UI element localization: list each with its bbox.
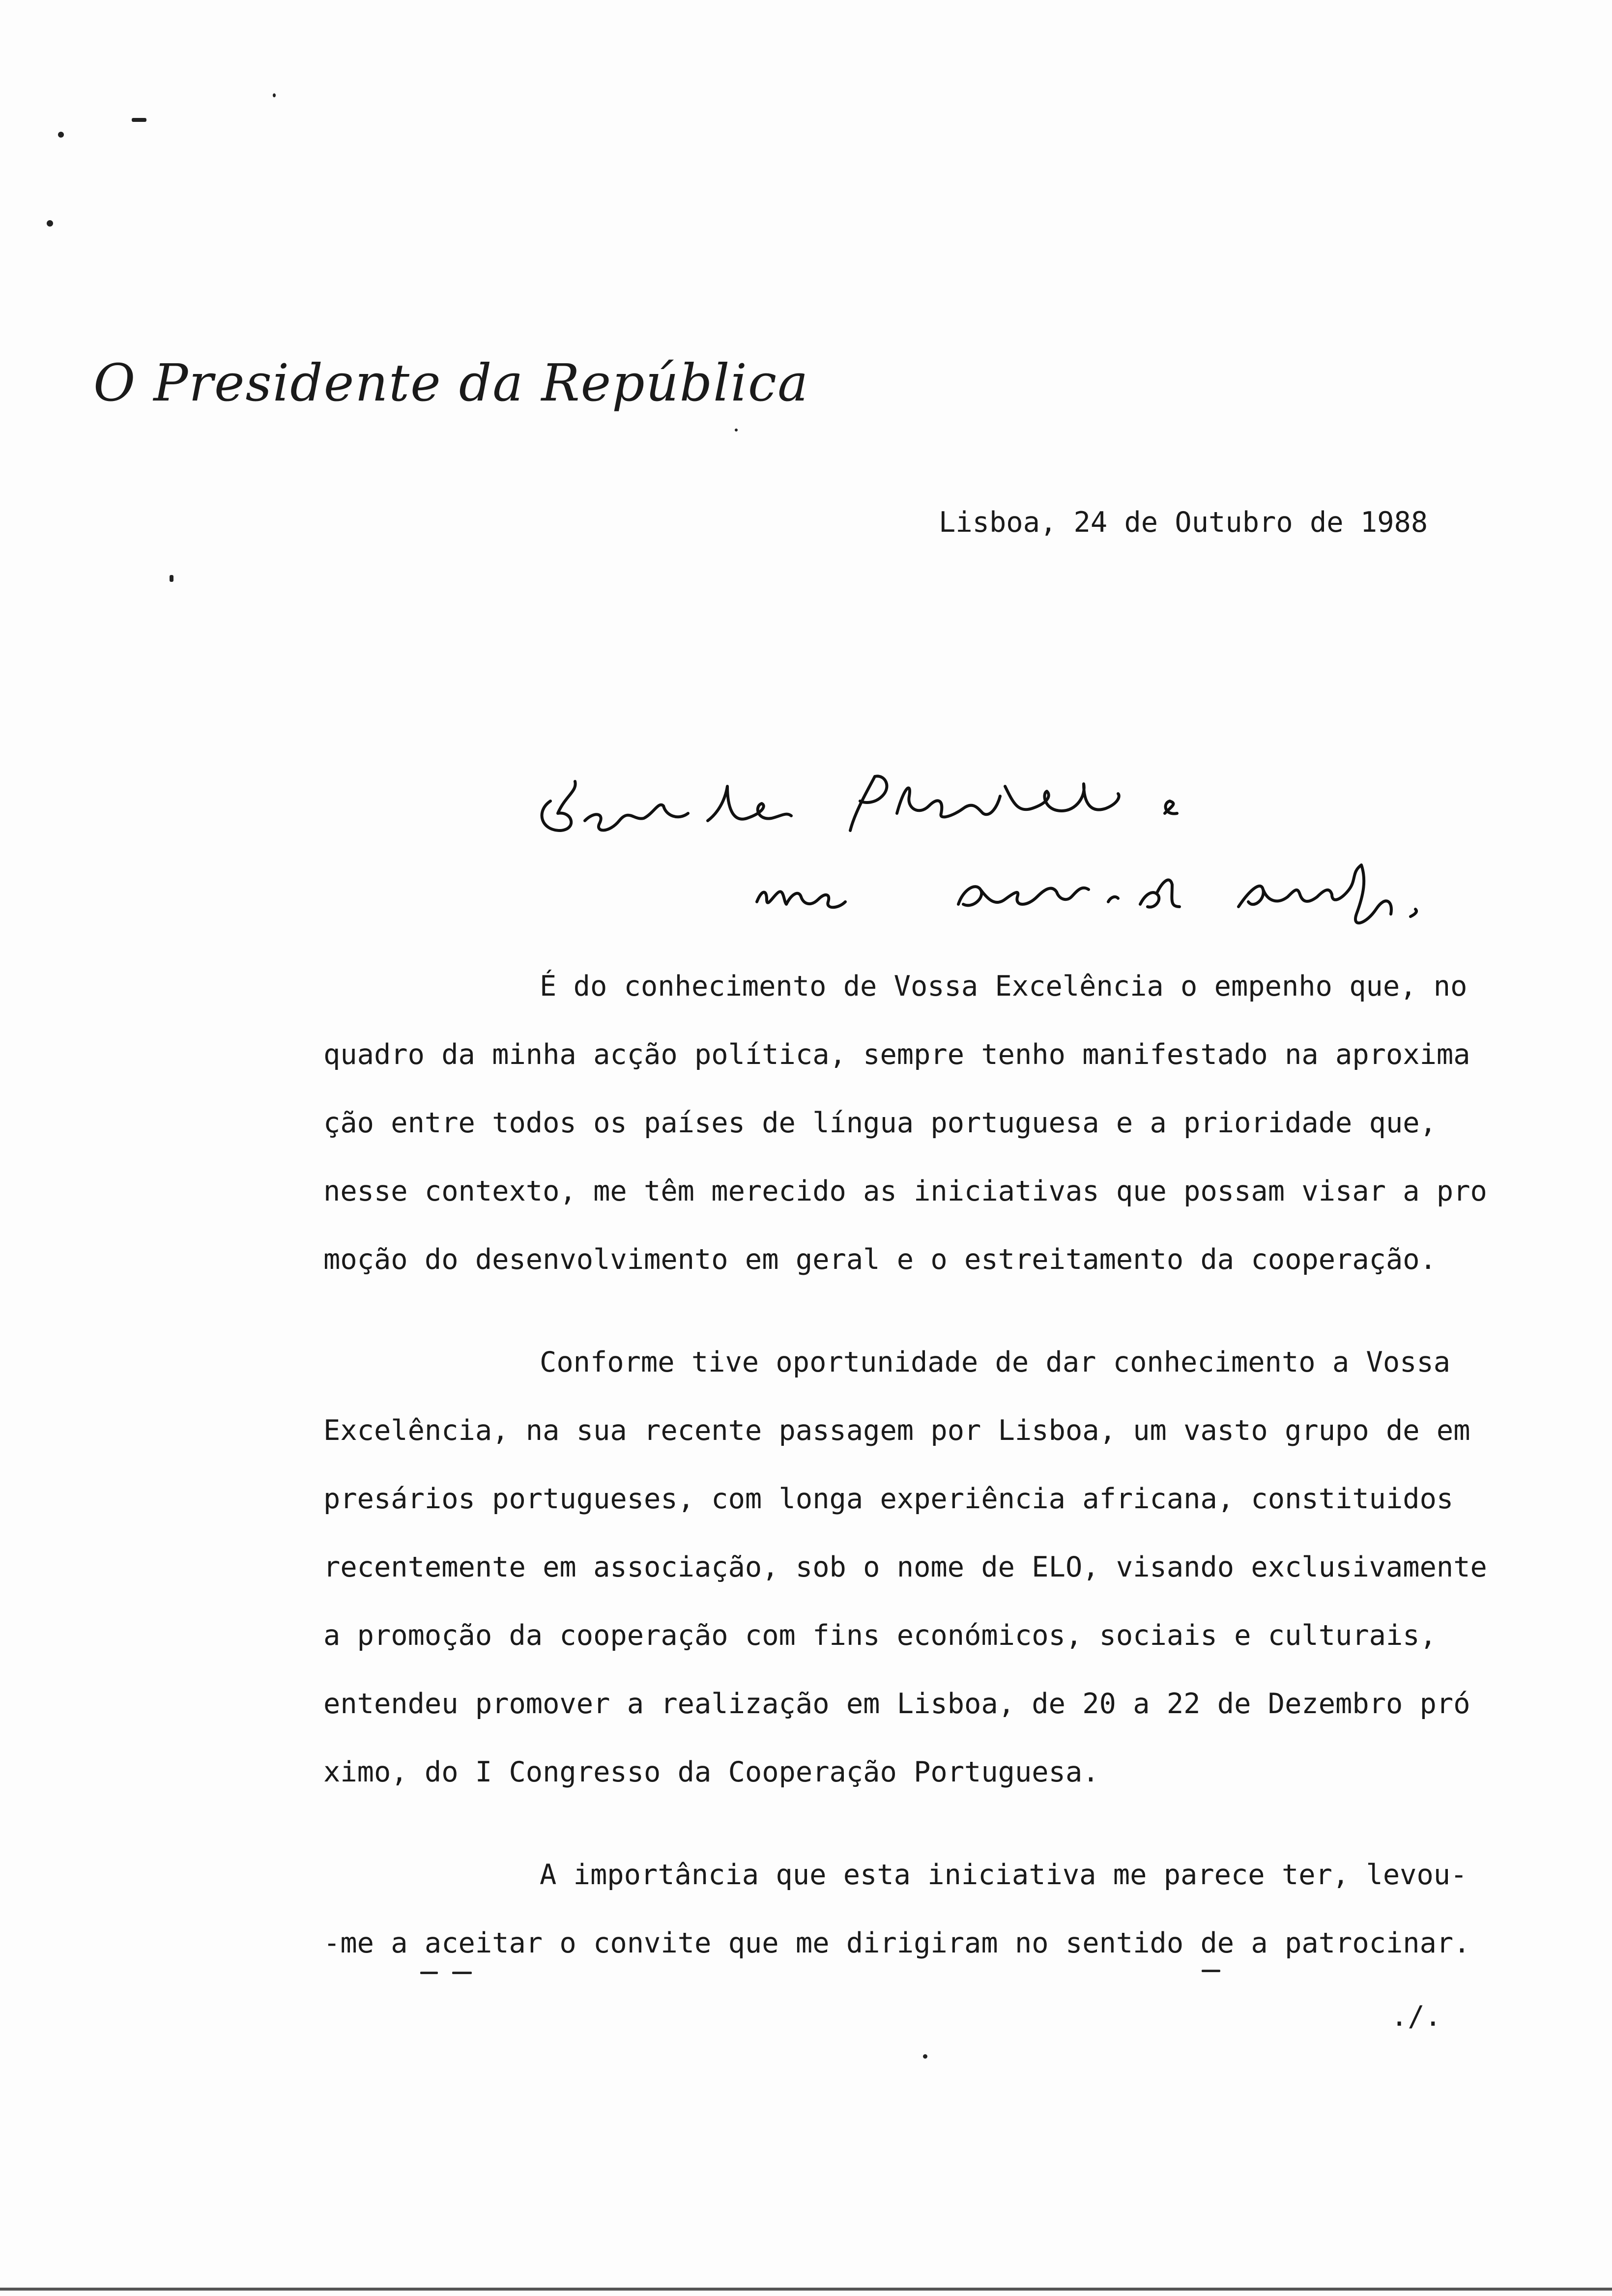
scan-speck (923, 2054, 927, 2059)
body-line: ximo, do I Congresso da Cooperação Portuguesa. (323, 1756, 1099, 1788)
body-line: -me a aceitar o convite que me dirigiram no sentido de a patrocinar. (323, 1927, 1470, 1959)
scan-speck (47, 220, 53, 227)
body-line: nesse contexto, me têm merecido as iniciativas que possam visar a pro (323, 1175, 1487, 1207)
body-line: quadro da minha acção política, sempre tenho manifestado na aproxima (323, 1038, 1470, 1071)
scan-speck (58, 132, 64, 138)
letterhead-text: O Presidente da República (93, 353, 809, 413)
body-line: Excelência, na sua recente passagem por Lisboa, um vasto grupo de em (323, 1414, 1470, 1447)
scan-speck (735, 429, 738, 431)
body-line: recentemente em associação, sob o nome de ELO, visando exclusivamente (323, 1551, 1487, 1583)
salutation-handwriting (531, 767, 1430, 944)
body-line: moção do desenvolvimento em geral e o estreitamento da cooperação. (323, 1243, 1437, 1276)
scan-speck (170, 575, 173, 582)
salutation-text: Senhor Presidente e meu caro Amigo, (541, 930, 635, 935)
scan-speck (273, 93, 276, 97)
body-line: a promoção da cooperação com fins económicos, sociais e culturais, (323, 1619, 1437, 1652)
paragraph-gap (323, 1294, 1468, 1328)
letterhead-script (88, 344, 809, 428)
letter-date: Lisboa, 24 de Outubro de 1988 (939, 506, 1428, 539)
handwritten-salutation (531, 767, 1430, 944)
letter-body (323, 952, 1487, 1978)
letterhead (88, 344, 809, 428)
continuation-mark: ./. (1391, 2000, 1441, 2033)
scan-speck (132, 118, 146, 122)
scan-bottom-edge (0, 2288, 1612, 2291)
body-line: presários portugueses, com longa experiência africana, constituidos (323, 1483, 1454, 1515)
body-line: ção entre todos os países de língua portuguesa e a prioridade que, (323, 1107, 1437, 1139)
body-line: entendeu promover a realização em Lisboa, de 20 a 22 de Dezembro pró (323, 1688, 1470, 1720)
body-line: Conforme tive oportunidade de dar conhecimento a Vossa (540, 1346, 1451, 1378)
body-line: É do conhecimento de Vossa Excelência o empenho que, no (540, 970, 1468, 1003)
body-line: A importância que esta iniciativa me parece ter, levou- (540, 1859, 1468, 1891)
paragraph-gap (323, 1807, 1468, 1841)
